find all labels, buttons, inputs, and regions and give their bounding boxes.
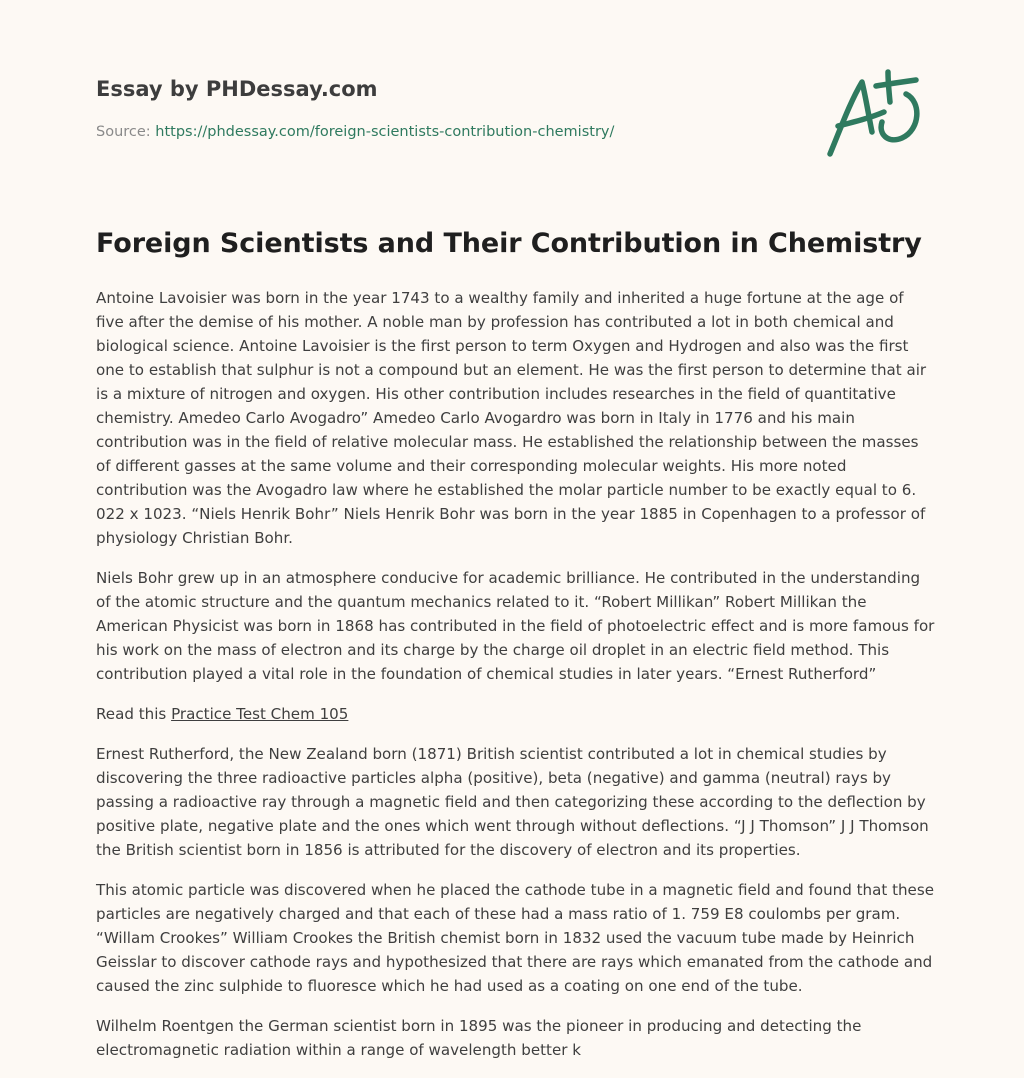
source-link[interactable]: https://phdessay.com/foreign-scientists-contribution-chemistry/ — [155, 124, 615, 140]
paragraph: Niels Bohr grew up in an atmosphere conducive for academic brilliance. He contributed in the understanding of the atomic structure and the quantum mechanics related to it. “Robert Millikan” Robert Millikan the American Physicist was born in 1868 has contributed in the field of photoelectric effect and is more famous for his work on the mass of electron and its charge by the charge oil droplet in an electric field method. This contribution played a vital role in the foundation of chemical studies in later years. “Ernest Rutherford” — [96, 569, 935, 683]
paragraph: Antoine Lavoisier was born in the year 1743 to a wealthy family and inherited a huge fortune at the age of five after the demise of his mother. A noble man by profession has contributed a lot in both chemical and biological science. Antoine Lavoisier is the first person to term Oxygen and Hydrogen and also was the first one to establish that sulphur is not a compound but an element. He was the first person to determine that air is a mixture of nitrogen and oxygen. His other contribution includes researches in the field of quantitative chemistry. Amedeo Carlo Avogadro” Amedeo Carlo Avogardro was born in Italy in 1776 and his main contribution was in the field of relative molecular mass. He established the relationship between the masses of different gasses at the same volume and their corresponding molecular weights. His more noted contribution was the Avogadro law where he established the molar particle number to be exactly equal to 6. 022 x 1023. “Niels Henrik Bohr” Niels Henrik Bohr was born in the year 1885 in Copenhagen to a professor of physiology Christian Bohr. — [96, 289, 927, 547]
source-label: Source: — [96, 124, 151, 140]
site-brand: Essay by PHDessay.com — [96, 77, 378, 101]
essay-body — [96, 286, 936, 1078]
source-line — [96, 124, 614, 140]
essay-page — [96, 0, 936, 1059]
read-this-line — [96, 702, 936, 726]
paragraph: This atomic particle was discovered when he placed the cathode tube in a magnetic field and found that these particles are negatively charged and that each of these had a mass ratio of 1. 759 E8 coulombs per gram. “Willam Crookes” William Crookes the British chemist born in 1832 used the vacuum tube made by Heinrich Geisslar to discover cathode rays and hypothesized that there are rays which emanated from the cathode and caused the zinc sulphide to fluoresce which he had used as a coating on one end of the tube. — [96, 881, 934, 995]
paragraph: Wilhelm Roentgen the German scientist born in 1895 was the pioneer in producing and detecting the electromagnetic radiation within a range of wavelength better k — [96, 1017, 862, 1059]
paragraph: Ernest Rutherford, the New Zealand born (1871) British scientist contributed a lot in chemical studies by discovering the three radioactive particles alpha (positive), beta (negative) and gamma (neutral) rays by passing a radioactive ray through a magnetic field and then categorizing these according to the deflection by positive plate, negative plate and the ones which went through without deflections. “J J Thomson” J J Thomson the British scientist born in 1856 is attributed for the discovery of electron and its properties. — [96, 745, 929, 859]
essay-header — [96, 74, 936, 174]
read-this-link[interactable]: Practice Test Chem 105 — [171, 705, 349, 723]
read-this-label: Read this — [96, 705, 167, 723]
a-plus-logo-icon — [822, 68, 926, 162]
essay-title: Foreign Scientists and Their Contribution in Chemistry — [96, 228, 922, 259]
